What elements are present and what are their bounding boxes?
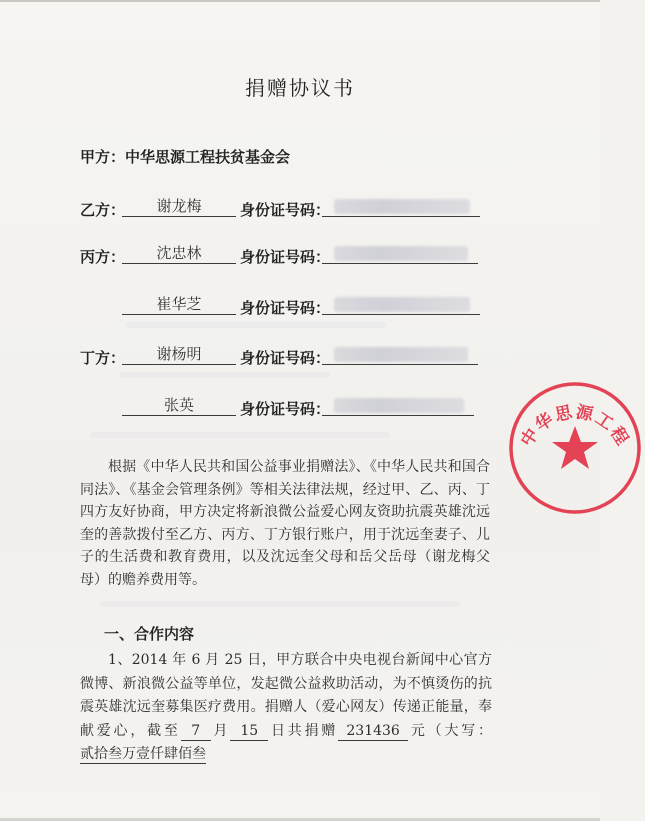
party-ding-person-2-id-label: 身份证号码： xyxy=(240,400,331,418)
party-ding-person-2-id-number xyxy=(322,395,474,416)
party-bing-person-1-name: 沈忠林 xyxy=(122,243,236,264)
party-bing-label: 丙方： xyxy=(80,248,126,266)
party-bing-person-1-id-label: 身份证号码： xyxy=(240,248,331,266)
party-yi-label: 乙方： xyxy=(80,201,126,219)
party-jia-label: 甲方： xyxy=(80,148,126,166)
party-ding-label: 丁方： xyxy=(80,349,126,367)
seal-star-icon xyxy=(552,426,598,469)
bleed-through-mark xyxy=(120,372,330,378)
redacted-id-mask xyxy=(334,398,464,413)
redacted-id-mask xyxy=(334,297,470,312)
section-cooperation-text: 1、2014 年 6 月 25 日，甲方联合中央电视台新闻中心官方微博、新浪微公益等单位，发起微公益救助活动，为不慎烫伤的抗震英雄沈远奎募集医疗费用。捐赠人（爱心网友）传递正能量，奉献爱心，截至 xyxy=(80,652,492,739)
donation-amount-unit: 元（大写： xyxy=(408,722,493,739)
donation-amount-field: 231436 xyxy=(338,722,408,741)
preamble-paragraph: 根据《中华人民共和国公益事业捐赠法》、《中华人民共和国合同法》、《基金会管理条例》等相关法律法规，经过甲、乙、丙、丁四方友好协商，甲方决定将新浪微公益爱心网友资助抗震英雄沈远奎的善款拨付至乙方、丙方、丁方银行账户，用于沈远奎妻子、儿子的生活费和教育费用，以及沈远奎父母和岳父岳母（谢龙梅父母）的赡养费用等。 xyxy=(80,459,490,588)
party-yi-id-number xyxy=(322,196,480,217)
donation-month-field: 7 xyxy=(181,722,211,741)
donation-day-field: 15 xyxy=(230,722,268,741)
redacted-id-mask xyxy=(334,246,468,261)
party-yi-person-name: 谢龙梅 xyxy=(122,196,236,217)
party-bing-person-2-name: 崔华芝 xyxy=(122,294,236,315)
party-ding-person-1-id-label: 身份证号码： xyxy=(240,349,331,367)
party-ding-person-2-name: 张英 xyxy=(122,395,236,416)
redacted-id-mask xyxy=(334,199,470,214)
document-title: 捐赠协议书 xyxy=(245,76,355,100)
party-bing-person-2-id-label: 身份证号码： xyxy=(240,299,331,317)
donation-day-unit: 日共捐赠 xyxy=(268,722,339,739)
page-top-edge xyxy=(0,0,600,2)
bleed-through-mark xyxy=(90,432,390,438)
donation-amount-capital-field: 贰拾叁万壹仟肆佰叁 xyxy=(80,746,206,762)
bleed-through-mark xyxy=(100,601,460,607)
redacted-id-mask xyxy=(334,347,468,362)
party-jia xyxy=(80,146,290,167)
party-jia-name: 中华思源工程扶贫基金会 xyxy=(125,148,291,166)
party-ding-person-1-id-number xyxy=(322,344,478,365)
section-cooperation-paragraph xyxy=(80,649,492,767)
party-bing-person-2-id-number xyxy=(322,294,480,315)
party-ding-person-1-name: 谢杨明 xyxy=(122,344,236,365)
foundation-seal xyxy=(505,378,645,518)
party-yi-id-label: 身份证号码： xyxy=(240,201,331,219)
party-bing-person-1-id-number xyxy=(322,243,478,264)
seal-text: 中华思源工程 xyxy=(517,402,633,450)
donation-month-unit: 月 xyxy=(210,722,231,739)
section-heading-cooperation: 一、合作内容 xyxy=(104,625,195,643)
bleed-through-mark xyxy=(126,322,386,328)
